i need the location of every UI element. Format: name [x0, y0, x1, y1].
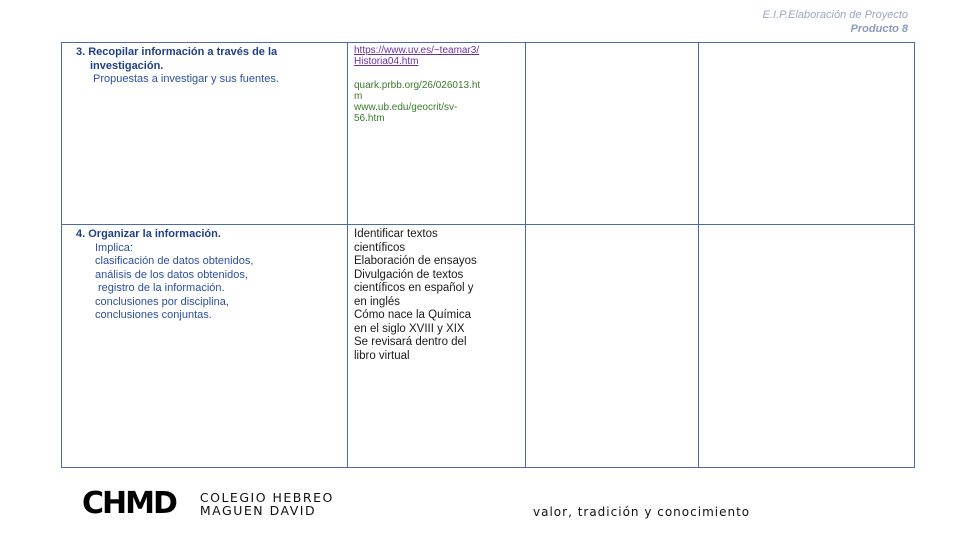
source-url-continued: m — [354, 91, 363, 102]
project-table — [61, 42, 915, 468]
empty-cell — [699, 43, 915, 225]
topic-line: Cómo nace la Química — [354, 309, 471, 321]
table-row — [62, 225, 915, 468]
logo-line: COLEGIO HEBREO — [199, 490, 334, 505]
topic-line: Identificar textos — [354, 228, 438, 240]
step-cell — [62, 43, 348, 225]
topic-line: científicos en español y — [354, 282, 474, 294]
table-row — [62, 43, 915, 225]
topic-line: científicos — [354, 241, 406, 254]
logo-mark: CHMD — [82, 486, 176, 521]
step-title-continued: investigación. — [90, 59, 164, 72]
empty-cell — [526, 225, 699, 468]
header-subtitle: Producto 8 — [850, 23, 908, 35]
logo-text — [200, 491, 334, 517]
step-line: Implica: — [95, 241, 133, 254]
topic-line: en el siglo XVIII y XIX — [354, 322, 465, 335]
step-line: conclusiones conjuntas. — [95, 309, 212, 321]
step-cell — [62, 225, 348, 468]
step-line: conclusiones por disciplina, — [95, 295, 229, 308]
topics-cell — [348, 225, 526, 468]
document-header — [763, 8, 908, 36]
school-motto: valor, tradición y conocimiento — [533, 505, 751, 519]
header-title: E.I.P.Elaboración de Proyecto — [762, 9, 908, 21]
step-line: análisis de los datos obtenidos, — [95, 268, 248, 281]
step-description: Propuestas a investigar y sus fuentes. — [93, 73, 279, 85]
step-title: 4. Organizar la información. — [76, 228, 221, 240]
source-url-continued: 56.htm — [354, 113, 385, 124]
topic-line: en inglés — [354, 295, 401, 308]
school-logo — [82, 486, 334, 521]
source-link[interactable]: https://www.uv.es/~teamar3/ — [354, 45, 480, 56]
source-url: quark.prbb.org/26/026013.ht — [354, 80, 481, 91]
logo-line: MAGUEN DAVID — [199, 503, 317, 518]
topic-line: Divulgación de textos — [354, 268, 464, 281]
sources-cell — [348, 43, 526, 225]
empty-cell — [699, 225, 915, 468]
step-title: 3. Recopilar información a través de la — [76, 46, 278, 58]
topic-line: Se revisará dentro del — [354, 336, 467, 348]
topic-line: Elaboración de ensayos — [354, 255, 477, 267]
step-line: registro de la información. — [98, 282, 225, 294]
topic-line: libro virtual — [354, 349, 410, 362]
source-link-continued[interactable]: Historia04.htm — [354, 56, 419, 67]
step-line: clasificación de datos obtenidos, — [95, 255, 254, 267]
source-url: www.ub.edu/geocrit/sv- — [354, 102, 458, 113]
empty-cell — [526, 43, 699, 225]
